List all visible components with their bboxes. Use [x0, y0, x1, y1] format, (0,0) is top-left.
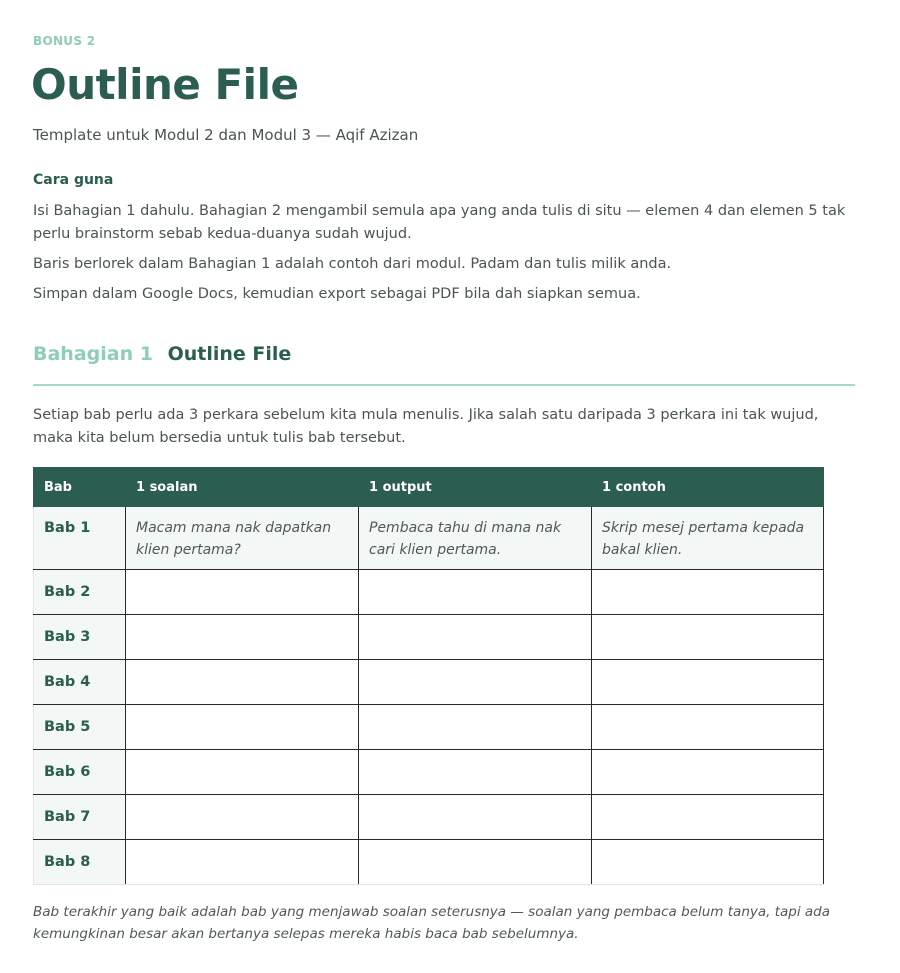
- bab-label: Bab 6: [34, 750, 126, 795]
- table-row: [34, 840, 824, 885]
- howto-paragraph: Baris berlorek dalam Bahagian 1 adalah contoh dari modul. Padam dan tulis milik anda.: [33, 256, 672, 272]
- page-title: Outline File: [31, 60, 299, 109]
- howto-heading: Cara guna: [33, 172, 114, 188]
- section-name: Outline File: [167, 343, 292, 365]
- output-cell[interactable]: [359, 795, 592, 840]
- column-header-contoh: 1 contoh: [592, 468, 824, 507]
- table-row: [34, 705, 824, 750]
- output-cell[interactable]: [359, 705, 592, 750]
- contoh-cell[interactable]: [592, 705, 824, 750]
- howto-paragraph: Simpan dalam Google Docs, kemudian export sebagai PDF bila dah siapkan semua.: [33, 286, 641, 302]
- outline-table: [33, 467, 824, 885]
- table-row-example: [34, 507, 824, 570]
- output-cell[interactable]: [359, 840, 592, 885]
- page-subtitle: Template untuk Modul 2 dan Modul 3 — Aqif Azizan: [33, 126, 419, 144]
- soalan-cell[interactable]: [126, 570, 359, 615]
- table-row: [34, 750, 824, 795]
- column-header-soalan: 1 soalan: [126, 468, 359, 507]
- howto-paragraph: Isi Bahagian 1 dahulu. Bahagian 2 mengambil semula apa yang anda tulis di situ — elemen 4 dan elemen 5 tak perlu brainstorm sebab kedua-duanya sudah wujud.: [33, 203, 846, 242]
- section-number: Bahagian 1: [33, 343, 153, 365]
- bab-label: Bab 7: [34, 795, 126, 840]
- bab-label: Bab 2: [34, 570, 126, 615]
- footnote: Bab terakhir yang baik adalah bab yang menjawab soalan seterusnya — soalan yang pembaca belum tanya, tapi ada kemungkinan besar akan bertanya selepas mereka habis baca bab sebelumnya.: [33, 904, 831, 942]
- bab-label: Bab 8: [34, 840, 126, 885]
- section-heading: [33, 343, 291, 365]
- soalan-cell[interactable]: [126, 660, 359, 705]
- table-row: [34, 615, 824, 660]
- output-cell[interactable]: [359, 750, 592, 795]
- bab-label: Bab 1: [34, 507, 126, 570]
- table-row: [34, 795, 824, 840]
- contoh-cell[interactable]: [592, 840, 824, 885]
- soalan-cell[interactable]: [126, 750, 359, 795]
- table-header-row: [34, 468, 824, 507]
- example-contoh-cell[interactable]: Skrip mesej pertama kepada bakal klien.: [592, 507, 824, 570]
- column-header-output: 1 output: [359, 468, 592, 507]
- table-row: [34, 570, 824, 615]
- contoh-cell[interactable]: [592, 570, 824, 615]
- contoh-cell[interactable]: [592, 795, 824, 840]
- output-cell[interactable]: [359, 660, 592, 705]
- howto-text: [33, 200, 863, 313]
- bab-label: Bab 5: [34, 705, 126, 750]
- soalan-cell[interactable]: [126, 840, 359, 885]
- contoh-cell[interactable]: [592, 660, 824, 705]
- soalan-cell[interactable]: [126, 795, 359, 840]
- example-output-cell[interactable]: Pembaca tahu di mana nak cari klien pertama.: [359, 507, 592, 570]
- soalan-cell[interactable]: [126, 615, 359, 660]
- contoh-cell[interactable]: [592, 750, 824, 795]
- contoh-cell[interactable]: [592, 615, 824, 660]
- bab-label: Bab 3: [34, 615, 126, 660]
- section-intro: Setiap bab perlu ada 3 perkara sebelum kita mula menulis. Jika salah satu daripada 3 perkara ini tak wujud, maka kita belum bersedia untuk tulis bab tersebut.: [33, 407, 819, 446]
- column-header-bab: Bab: [34, 468, 126, 507]
- output-cell[interactable]: [359, 570, 592, 615]
- bonus-label: BONUS 2: [33, 34, 96, 48]
- bab-label: Bab 4: [34, 660, 126, 705]
- table-row: [34, 660, 824, 705]
- example-soalan-cell[interactable]: Macam mana nak dapatkan klien pertama?: [126, 507, 359, 570]
- section-divider: [33, 384, 855, 386]
- soalan-cell[interactable]: [126, 705, 359, 750]
- output-cell[interactable]: [359, 615, 592, 660]
